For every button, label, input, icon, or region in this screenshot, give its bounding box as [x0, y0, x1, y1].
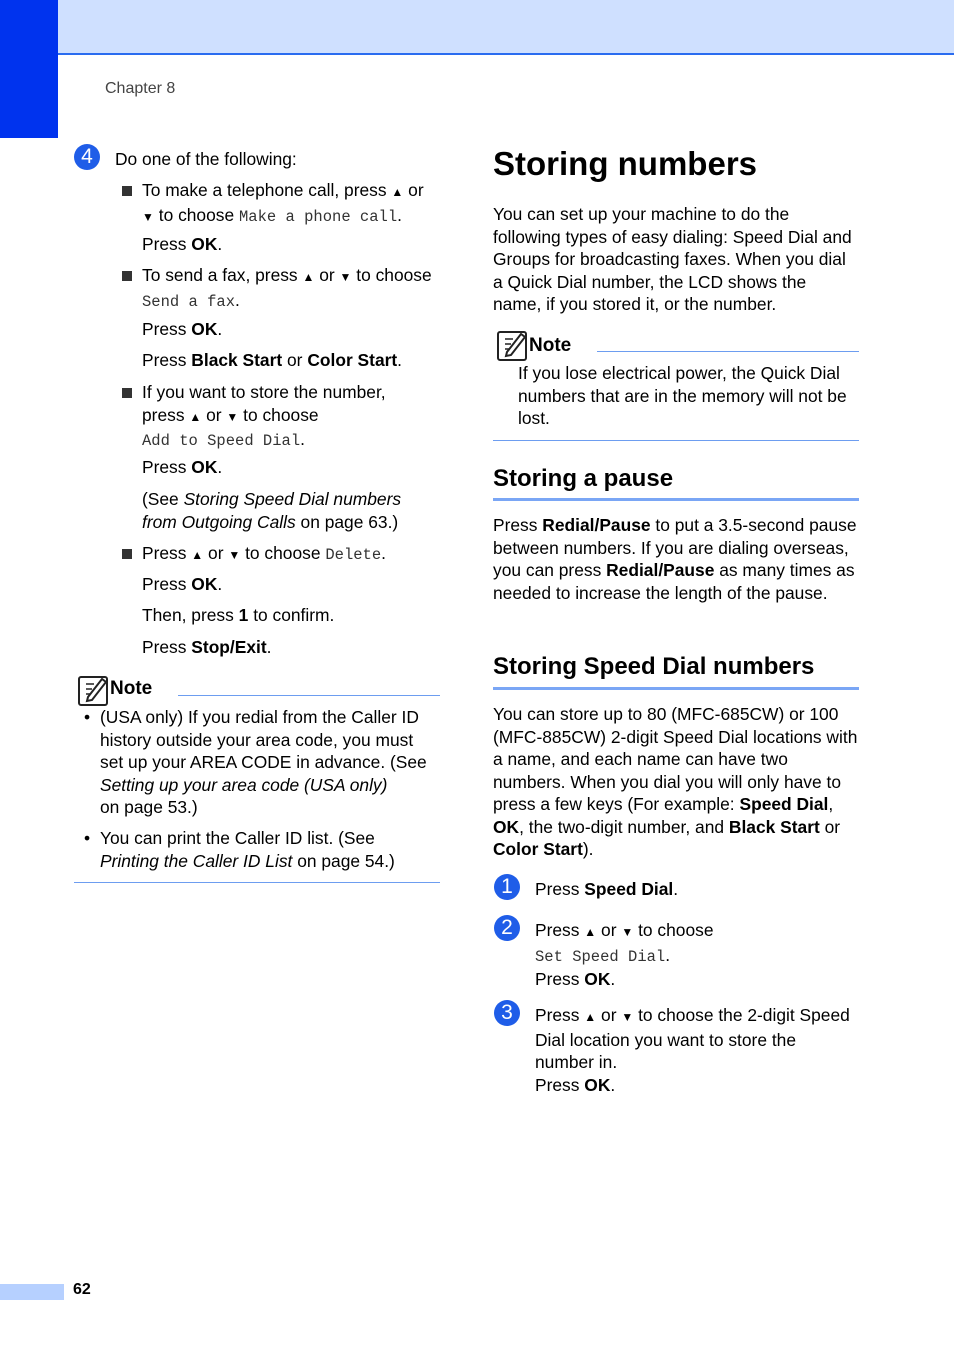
- up-arrow-icon: ▲: [189, 409, 202, 424]
- lcd-option: Set Speed Dial: [535, 947, 666, 966]
- down-arrow-icon: ▼: [142, 209, 154, 224]
- bullet-send-fax: To send a fax, press ▲ or ▼ to choose Send a fax.: [122, 264, 440, 313]
- down-arrow-icon: ▼: [621, 1010, 634, 1024]
- bullet-dot: •: [84, 707, 91, 727]
- step-3-text: Press ▲ or ▼ to choose the 2-digit Speed Dial location you want to store the number in. Press OK.: [535, 1005, 850, 1095]
- section-rule: [493, 687, 859, 690]
- page-title: Storing numbers: [493, 145, 758, 182]
- note-end-rule: [493, 440, 859, 441]
- bullet-delete: Press ▲ or ▼ to choose Delete.: [122, 542, 440, 567]
- note-rule: [597, 351, 859, 352]
- bullet-square: [122, 388, 132, 398]
- section-title-speed-dial: Storing Speed Dial numbers: [493, 653, 815, 680]
- bullet-square: [122, 271, 132, 281]
- step-number-3: 3: [494, 1000, 520, 1026]
- header-band: [0, 0, 954, 55]
- step-number-1: 1: [494, 874, 520, 900]
- note-icon: [497, 331, 527, 361]
- speed-dial-paragraph: You can store up to 80 (MFC-685CW) or 100 (MFC-885CW) 2-digit Speed Dial locations with a name, and each name can have two numbers. When you dial you will only have to press a few keys (For example: Speed Dial, OK, the two-digit number, and Black Start or Color Start).: [493, 704, 858, 859]
- page-number: 62: [73, 1281, 91, 1298]
- bullet-dot: •: [84, 828, 91, 848]
- note-rule: [178, 695, 440, 696]
- note-title: Note: [110, 678, 153, 699]
- section-title-pause: Storing a pause: [493, 465, 674, 492]
- note-end-rule: [74, 882, 440, 883]
- note-title: Note: [529, 335, 572, 356]
- note-item-print-list: You can print the Caller ID list. (See Printing the Caller ID List on page 54.): [100, 828, 395, 871]
- chapter-tab: [0, 0, 58, 138]
- press-ok-line: Press OK.: [142, 574, 223, 594]
- pause-paragraph: Press Redial/Pause to put a 3.5-second pause between numbers. If you are dialing overseas, you can press Redial/Pause as many times as needed to increase the length of the pause.: [493, 515, 857, 603]
- note-text: If you lose electrical power, the Quick Dial numbers that are in the memory will not be lost.: [518, 363, 847, 428]
- press-ok-line: Press OK.: [142, 319, 223, 339]
- press-start-line: Press Black Start or Color Start.: [142, 350, 403, 370]
- section-rule: [493, 498, 859, 501]
- lcd-option: Make a phone call: [239, 207, 398, 226]
- up-arrow-icon: ▲: [584, 1010, 597, 1024]
- press-ok-line: Press OK.: [142, 457, 223, 477]
- bullet-square: [122, 549, 132, 559]
- bullet-square: [122, 186, 132, 196]
- confirm-line: Then, press 1 to confirm.: [142, 605, 335, 625]
- press-ok-line: Press OK.: [142, 234, 223, 254]
- lcd-option: Send a fax: [142, 292, 236, 311]
- step4-intro: Do one of the following:: [115, 149, 297, 169]
- note-icon: [78, 676, 108, 706]
- step-number-4: 4: [74, 144, 100, 170]
- down-arrow-icon: ▼: [621, 925, 634, 939]
- step-2-text: Press ▲ or ▼ to choose Set Speed Dial. Press OK.: [535, 920, 714, 989]
- press-stop-line: Press Stop/Exit.: [142, 637, 272, 657]
- step-number-2: 2: [494, 915, 520, 941]
- down-arrow-icon: ▼: [226, 409, 239, 424]
- lcd-option: Add to Speed Dial: [142, 432, 301, 450]
- up-arrow-icon: ▲: [302, 270, 315, 284]
- down-arrow-icon: ▼: [339, 270, 352, 284]
- bullet-telephone-call: To make a telephone call, press ▲ or ▼ to choose Make a phone call.: [122, 179, 440, 228]
- footer-tab: [0, 1284, 64, 1300]
- bullet-store-number: If you want to store the number, press ▲ or ▼ to choose Add to Speed Dial.: [122, 381, 440, 453]
- up-arrow-icon: ▲: [391, 185, 404, 199]
- intro-paragraph: You can set up your machine to do the following types of easy dialing: Speed Dial and Groups for broadcasting faxes. When you dial a Quick Dial number, the LCD shows the name, if you stored it, or the number.: [493, 204, 852, 314]
- down-arrow-icon: ▼: [228, 548, 241, 562]
- note-item-area-code: (USA only) If you redial from the Caller ID history outside your area code, you must set up your AREA CODE in advance. (See Setting up your area code (USA only) on page 53.): [100, 707, 427, 817]
- up-arrow-icon: ▲: [584, 925, 597, 939]
- chapter-label: Chapter 8: [105, 80, 176, 97]
- step-1-text: Press Speed Dial.: [535, 879, 679, 899]
- see-reference: (See Storing Speed Dial numbers from Outgoing Calls on page 63.): [142, 489, 402, 532]
- up-arrow-icon: ▲: [191, 548, 204, 562]
- lcd-option: Delete: [325, 546, 382, 564]
